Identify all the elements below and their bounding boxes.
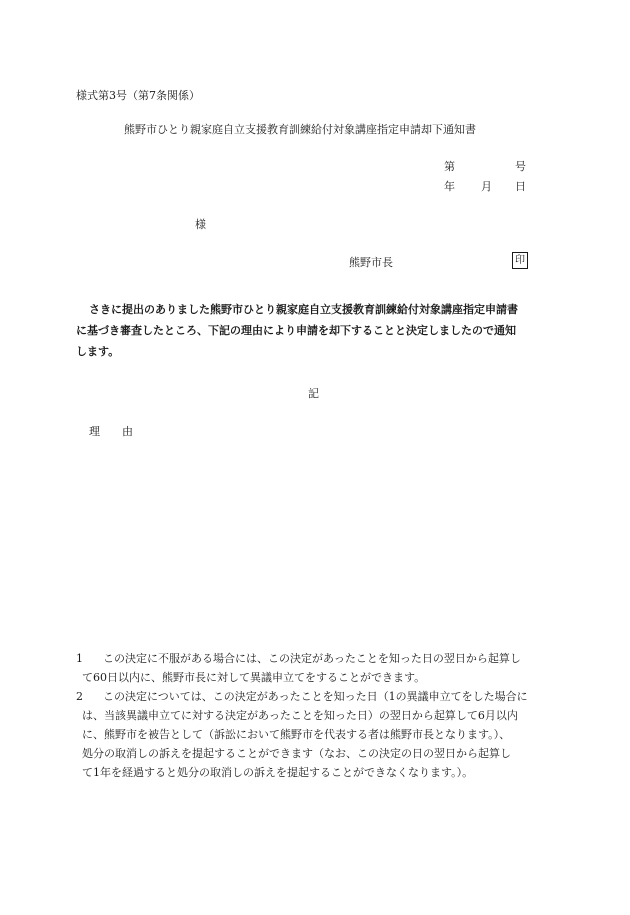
note-line: て60日以内に、熊野市長に対して異議申立てをすることができます。 — [82, 671, 426, 684]
document-title: 熊野市ひとり親家庭自立支援教育訓練給付対象講座指定申請却下通知書 — [124, 123, 476, 136]
form-label: 様式第3号（第7条関係） — [76, 89, 200, 102]
note-line: この決定については、この決定があったことを知った日（1の異議申立てをした場合に — [103, 690, 528, 703]
note-line: は、当該異議申立てに対する決定があったことを知った日）の翌日から起算して6月以内 — [82, 709, 518, 722]
notice-body — [76, 299, 554, 362]
note-line: 処分の取消しの訴えを提起することができます（なお、この決定の日の翌日から起算し — [82, 747, 511, 760]
note-number: 2 — [76, 690, 83, 703]
note-number: 1 — [76, 652, 83, 665]
note-line: て1年を経過すると処分の取消しの訴えを提起することができなくなります。）。 — [82, 766, 474, 779]
seal-mark: 印 — [512, 252, 528, 269]
date-month: 月 — [481, 180, 492, 193]
number-suffix: 号 — [515, 160, 526, 173]
body-line: に基づき審査したところ、下記の理由により申請を却下することと決定しましたので通知 — [76, 324, 516, 337]
ki-mark: 記 — [308, 387, 319, 400]
note-line: に、熊野市を被告として（訴訟において熊野市を代表する者は熊野市長となります。）、 — [82, 728, 511, 741]
addressee-suffix: 様 — [195, 218, 206, 231]
date-day: 日 — [515, 180, 526, 193]
body-line: します。 — [76, 345, 120, 358]
note-line: この決定に不服がある場合には、この決定があったことを知った日の翌日から起算し — [103, 652, 521, 665]
note-2 — [76, 687, 554, 782]
reason-label: 理 由 — [89, 425, 133, 438]
issuer: 熊野市長 — [349, 256, 393, 269]
number-prefix: 第 — [444, 160, 455, 173]
body-line: さきに提出のありました熊野市ひとり親家庭自立支援教育訓練給付対象講座指定申請書 — [89, 303, 518, 316]
note-1 — [76, 649, 554, 687]
date-year: 年 — [444, 180, 455, 193]
